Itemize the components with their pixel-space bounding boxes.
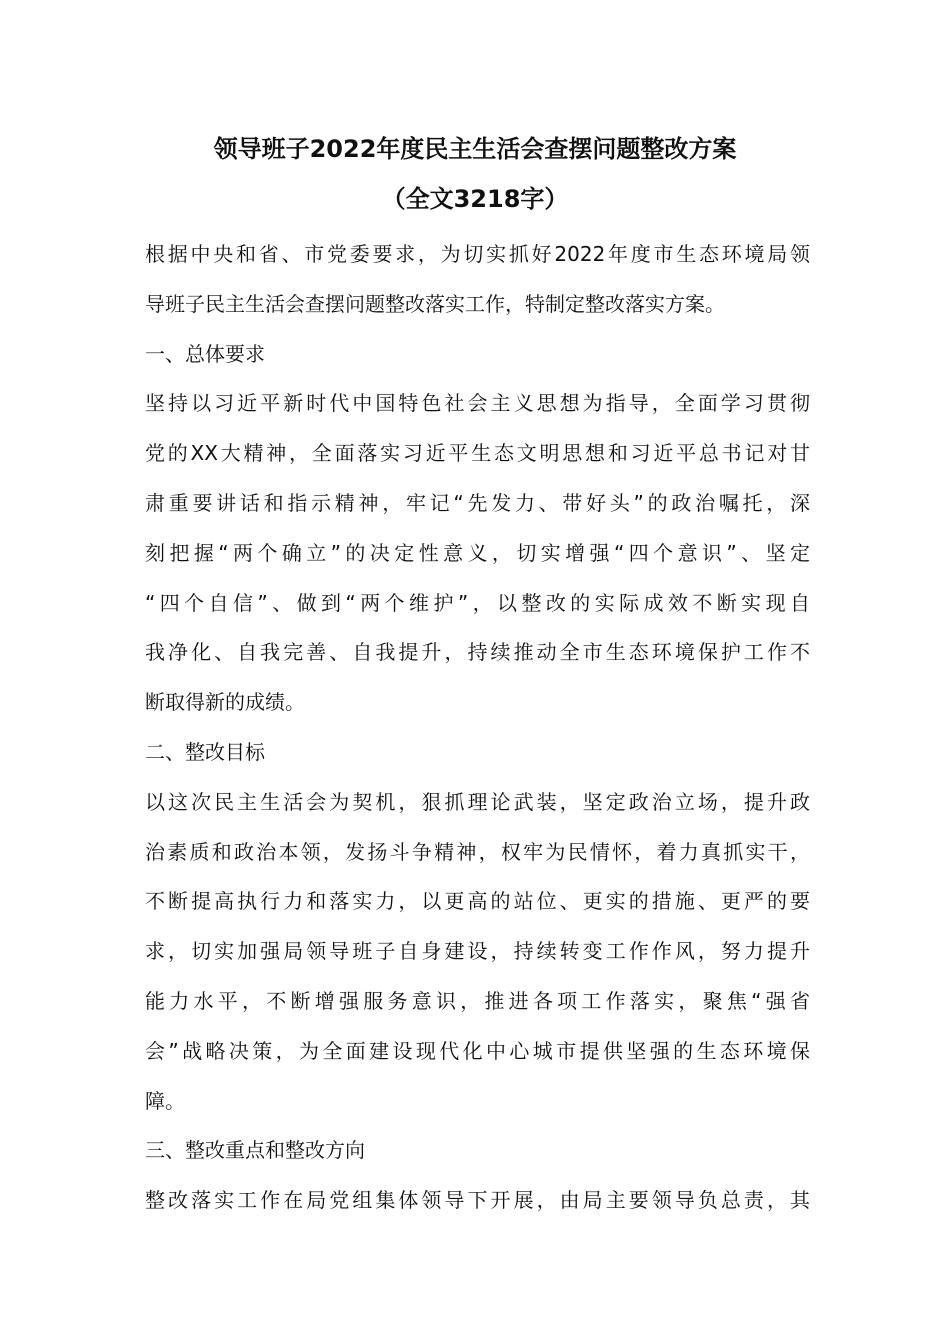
body-line: 肃重要讲话和指示精神，牢记“先发力、带好头”的政治嘱托，深: [145, 490, 810, 515]
body-line: 会”战略决策，为全面建设现代化中心城市提供坚强的生态环境保: [145, 1038, 810, 1063]
body-line: 不断提高执行力和落实力，以更高的站位、更实的措施、更严的要: [145, 889, 810, 914]
body-line: 整改落实工作在局党组集体领导下开展，由局主要领导负总责，其: [145, 1188, 810, 1213]
document-subtitle: （全文3218字）: [381, 185, 569, 213]
section-heading: 一、总体要求: [145, 341, 265, 366]
body-line: 刻把握“两个确立”的决定性意义，切实增强“四个意识”、坚定: [145, 540, 810, 565]
body-line: 求，切实加强局领导班子自身建设，持续转变工作作风，努力提升: [145, 939, 810, 964]
body-line: 导班子民主生活会查摆问题整改落实工作，特制定整改落实方案。: [145, 291, 725, 316]
body-line: 坚持以习近平新时代中国特色社会主义思想为指导，全面学习贯彻: [145, 391, 810, 416]
document-title: 领导班子2022年度民主生活会查摆问题整改方案: [213, 135, 737, 163]
section-heading: 三、整改重点和整改方向: [145, 1138, 365, 1163]
body-line: 能力水平，不断增强服务意识，推进各项工作落实，聚焦“强省: [145, 988, 810, 1013]
document-body: [145, 230, 810, 1226]
body-line: 根据中央和省、市党委要求，为切实抓好2022年度市生态环境局领: [145, 242, 810, 266]
body-line: 障。: [145, 1088, 185, 1113]
body-line: 党的XX大精神，全面落实习近平生态文明思想和习近平总书记对甘: [145, 441, 810, 466]
body-line: 我净化、自我完善、自我提升，持续推动全市生态环境保护工作不: [145, 640, 810, 665]
body-line: 断取得新的成绩。: [145, 690, 305, 715]
body-line: “四个自信”、做到“两个维护”，以整改的实际成效不断实现自: [145, 590, 810, 615]
body-line: 以这次民主生活会为契机，狠抓理论武装，坚定政治立场，提升政: [145, 789, 810, 814]
body-line: 治素质和政治本领，发扬斗争精神，权牢为民情怀，着力真抓实干，: [145, 839, 810, 864]
section-heading: 二、整改目标: [145, 739, 265, 764]
